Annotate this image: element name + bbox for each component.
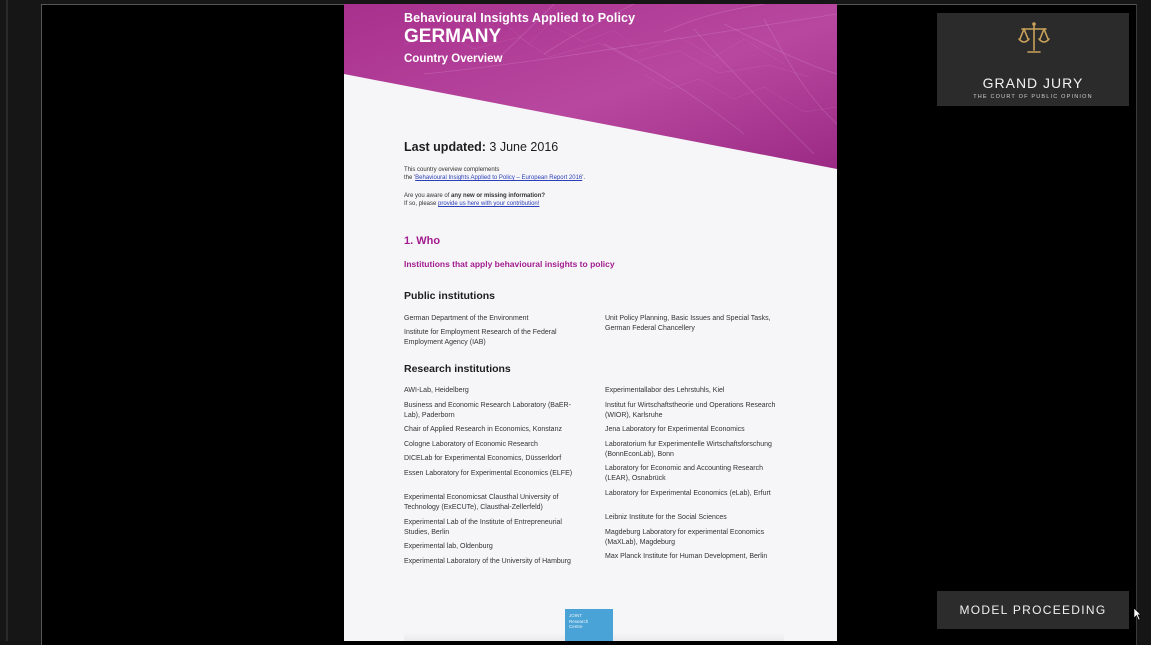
document-page	[344, 4, 837, 641]
list-item: Laboratory for Economic and Accounting Research (LEAR), Osnabrück	[605, 465, 763, 482]
intro-line-3	[404, 192, 545, 200]
intro-line-4	[404, 200, 539, 208]
list-item: Jena Laboratory for Experimental Economics	[605, 426, 745, 433]
intro-line-3-prefix: Are you aware of	[404, 193, 452, 199]
list-item: Experimental Laboratory of the University of Hamburg	[404, 558, 571, 565]
banner-subtitle: Country Overview	[404, 53, 503, 65]
jrc-logo-line: Research	[569, 618, 589, 624]
list-item: Business and Economic Research Laboratory (BaER-Lab), Paderborn	[404, 402, 571, 419]
intro-line-4-prefix: If so, please	[404, 201, 439, 207]
list-item: Leibniz Institute for the Social Sciences	[605, 514, 727, 521]
list-item: Max Planck Institute for Human Development, Berlin	[605, 553, 768, 560]
list-item: German Department of the Environment	[404, 315, 529, 322]
jrc-logo-line: Centre	[569, 624, 583, 629]
european-report-link[interactable]: Behavioural Insights Applied to Policy – European Report 2016	[415, 175, 583, 181]
banner-country: GERMANY	[404, 26, 502, 47]
list-item: Unit Policy Planning, Basic Issues and Special Tasks, German Federal Chancellery	[605, 315, 771, 332]
badge-title: GRAND JURY	[982, 75, 1084, 91]
intro-line-2	[404, 174, 585, 182]
list-item: Experimental Economicsat Clausthal University of Technology (ExECUTe), Clausthal-Zellerfeld)	[404, 494, 559, 511]
list-item: Cologne Laboratory of Economic Research	[404, 441, 538, 448]
jrc-logo-line: JOINT	[569, 613, 582, 618]
list-item: Laboratory for Experimental Economics (eLab), Erfurt	[605, 490, 771, 497]
intro-line-1: This country overview complements	[404, 167, 500, 173]
section-subtitle: Institutions that apply behavioural insights to policy	[404, 259, 615, 269]
list-item: Institut fur Wirtschaftstheorie und Operations Research (WIOR), Karlsruhe	[605, 402, 776, 419]
last-updated	[404, 140, 558, 154]
public-institutions-heading: Public institutions	[404, 290, 495, 302]
list-item: Experimentallabor des Lehrstuhls, Kiel	[605, 387, 725, 394]
scales-of-justice-icon	[1017, 21, 1051, 55]
list-item: Chair of Applied Research in Economics, Konstanz	[404, 426, 562, 433]
mouse-cursor-icon	[1133, 607, 1141, 621]
list-item: Experimental Lab of the Institute of Entrepreneurial Studies, Berlin	[404, 519, 562, 536]
section-title: 1. Who	[404, 235, 441, 247]
list-item: Essen Laboratory for Experimental Economics (ELFE)	[404, 470, 573, 477]
last-updated-label: Last updated:	[404, 140, 486, 154]
jrc-logo	[565, 609, 613, 641]
badge-subtitle: THE COURT OF PUBLIC OPINION	[973, 94, 1093, 100]
list-item: DICELab for Experimental Economics, Düsserldorf	[404, 455, 562, 462]
list-item: Institute for Employment Research of the Federal Employment Agency (IAB)	[404, 329, 557, 346]
intro-line-2-prefix: the '	[404, 175, 416, 181]
last-updated-date: 3 June 2016	[485, 140, 559, 154]
research-institutions-heading: Research institutions	[404, 363, 511, 375]
banner-series-title: Behavioural Insights Applied to Policy	[404, 11, 636, 25]
contribution-link[interactable]: provide us here with your contribution!	[438, 201, 540, 207]
list-item: Magdeburg Laboratory for experimental Economics (MaXLab), Magdeburg	[605, 529, 765, 546]
intro-line-3-bold: any new or missing information?	[451, 193, 546, 199]
left-edge-bar	[6, 0, 8, 641]
list-item: AWI-Lab, Heidelberg	[404, 387, 469, 394]
intro-line-2-suffix: '.	[582, 175, 586, 181]
list-item: Experimental lab, Oldenburg	[404, 543, 493, 550]
grand-jury-badge	[937, 13, 1129, 106]
model-proceeding-label: MODEL PROCEEDING	[937, 591, 1129, 629]
list-item: Laboratorium fur Experimentelle Wirtschaftsforschung (BonnEconLab), Bonn	[605, 441, 772, 458]
